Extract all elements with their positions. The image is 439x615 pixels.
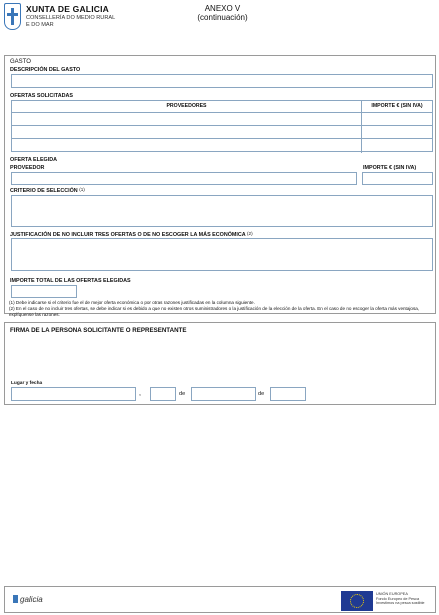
lugar-field[interactable]	[11, 387, 136, 401]
comma-separator: ,	[139, 390, 141, 397]
galicia-mark-icon	[13, 595, 18, 603]
justificacion-label: JUSTIFICACIÓN DE NO INCLUIR TRES OFERTAS O DE NO ESCOGER LA MÁS ECONÓMICA (2)	[10, 231, 253, 238]
descripcion-label: DESCRIPCIÓN DEL GASTO	[10, 67, 81, 73]
dia-field[interactable]	[150, 387, 176, 401]
descripcion-field[interactable]	[11, 74, 433, 88]
eu-flag-icon	[341, 591, 373, 611]
footnote-1: (1) Debe indicarse si el criterio fue el de mejor oferta económica o por otras razones justificadas en la columna siguiente.	[9, 300, 255, 305]
xunta-shield-icon	[4, 3, 21, 30]
proveedor-3-field[interactable]	[13, 139, 360, 151]
ano-field[interactable]	[270, 387, 306, 401]
criterio-field[interactable]	[11, 195, 433, 227]
galicia-logo: galicia	[13, 595, 43, 604]
gasto-section-title: GASTO	[10, 59, 31, 65]
org-department: CONSELLERÍA DO MEDIO RURAL E DO MAR	[26, 15, 116, 28]
importe-1-field[interactable]	[363, 113, 432, 125]
anexo-title: ANEXO V	[204, 4, 241, 13]
org-name: XUNTA DE GALICIA	[26, 4, 110, 14]
justificacion-field[interactable]	[11, 238, 433, 271]
importe-label: IMPORTE € (SIN IVA)	[363, 165, 417, 171]
importe-total-label: IMPORTE TOTAL DE LAS OFERTAS ELEGIDAS	[10, 278, 131, 284]
importe-total-field[interactable]	[11, 285, 77, 298]
mes-field[interactable]	[191, 387, 256, 401]
page-footer	[4, 586, 436, 613]
lugar-fecha-label: Lugar y fecha	[11, 381, 43, 386]
importe-2-field[interactable]	[363, 126, 432, 138]
importe-3-field[interactable]	[363, 139, 432, 151]
firma-title: FIRMA DE LA PERSONA SOLICITANTE O REPRESENTANTE	[10, 327, 187, 334]
proveedor-1-field[interactable]	[13, 113, 360, 125]
gasto-section	[4, 55, 436, 314]
criterio-label: CRITERIO DE SELECCIÓN (1)	[10, 187, 85, 194]
oferta-elegida-label: OFERTA ELEGIDA	[10, 157, 58, 163]
proveedor-2-field[interactable]	[13, 126, 360, 138]
proveedor-elegido-field[interactable]	[11, 172, 357, 185]
de-separator-1: de	[179, 391, 186, 397]
page-header	[0, 0, 439, 52]
column-header-proveedores: PROVEEDORES	[166, 103, 207, 109]
column-header-importe: IMPORTE € (SIN IVA)	[371, 103, 423, 109]
ofertas-table	[11, 100, 433, 152]
ofertas-solicitadas-label: OFERTAS SOLICITADAS	[10, 93, 73, 99]
proveedor-label: PROVEEDOR	[10, 165, 45, 171]
firma-section	[4, 322, 436, 405]
footnotes	[9, 300, 435, 318]
eu-fund-text: UNIÓN EUROPEA Fondo Europeo de Pesca Investimos na pesca sostible	[376, 592, 425, 606]
anexo-heading	[160, 4, 285, 22]
anexo-subtitle: (continuación)	[197, 13, 248, 22]
footnote-2: (2) En el caso de no incluir tres ofertas, se debe indicar si es debido a que no existen otros suministradores o la justificación de la elección de la oferta. En el caso de no escoger la oferta más ventajosa, explíquense las razones.	[9, 306, 420, 317]
importe-elegido-field[interactable]	[362, 172, 433, 185]
de-separator-2: de	[258, 391, 265, 397]
